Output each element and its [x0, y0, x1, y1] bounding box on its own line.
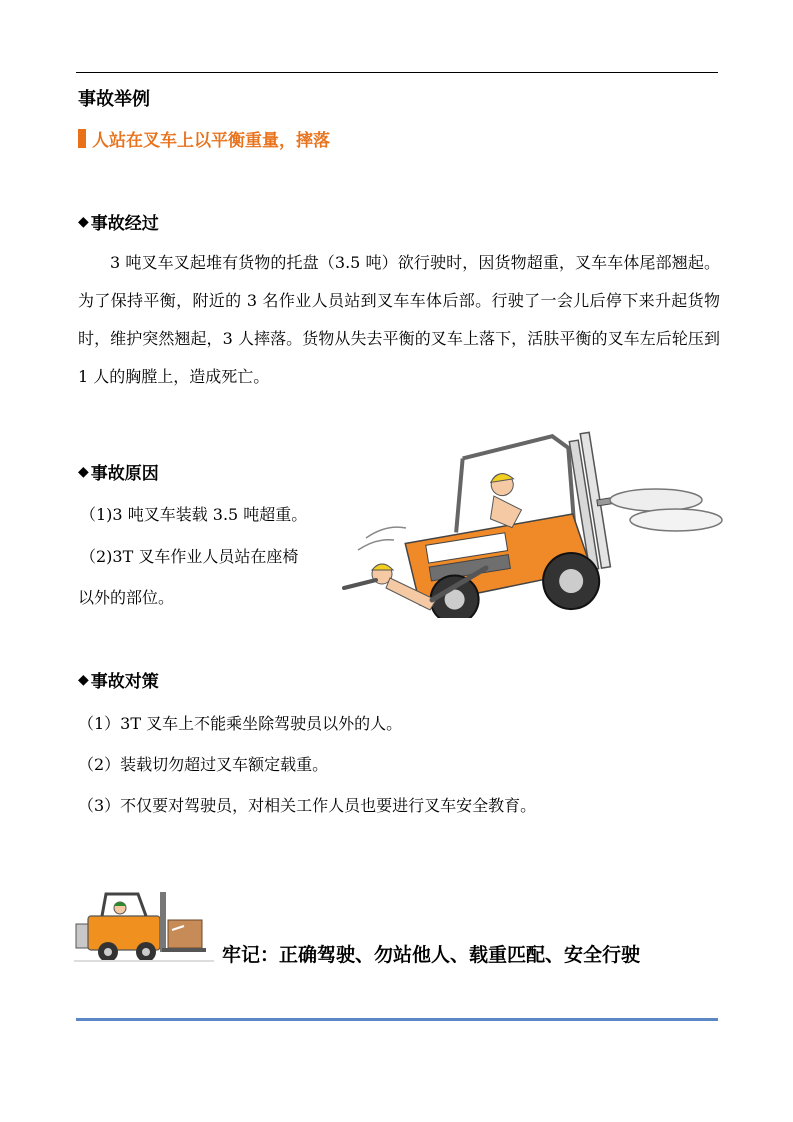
bottom-rule: [76, 1018, 718, 1021]
measure-item: （3）不仅要对驾驶员，对相关工作人员也要进行叉车安全教育。: [78, 796, 537, 815]
cause-heading: [78, 459, 159, 484]
measures-heading-text: 事故对策: [90, 672, 159, 692]
top-rule: [76, 72, 718, 73]
measure-item: （1）3T 叉车上不能乘坐除驾驶员以外的人。: [78, 714, 403, 733]
cause-item: （2)3T 叉车作业人员站在座椅: [80, 547, 299, 566]
forklift-tipping-illustration: [336, 428, 726, 618]
process-text: 3 吨叉车叉起堆有货物的托盘（3.5 吨）欲行驶时，因货物超重，叉车车体尾部翘起。为了保持平衡，附近的 3 名作业人员站到叉车车体后部。行驶了一会儿后停下来升起货物时，维护突然翘起，3 人摔落。货物从失去平衡的叉车上落下，活肤平衡的叉车左后轮压到 1 人的胸膛上，造成死亡。: [78, 253, 720, 386]
measures-heading: [78, 667, 159, 692]
diamond-icon: ◆: [78, 213, 89, 230]
forklift-icon: [74, 886, 214, 966]
measure-item: （2）装载切勿超过叉车额定载重。: [78, 755, 329, 774]
case-title-text: 人站在叉车上以平衡重量，摔落: [92, 131, 330, 151]
title-bar-marker: [78, 129, 86, 148]
case-title: [78, 126, 330, 151]
process-heading-text: 事故经过: [90, 214, 159, 234]
diamond-icon: ◆: [78, 671, 89, 688]
safety-slogan: 牢记：正确驾驶、勿站他人、载重匹配、安全行驶: [222, 944, 641, 966]
process-paragraph: [78, 244, 720, 396]
cause-item: 以外的部位。: [78, 588, 175, 607]
cause-item: （1)3 吨叉车装载 3.5 吨超重。: [80, 505, 308, 524]
diamond-icon: ◆: [78, 463, 89, 480]
section-label: 事故举例: [78, 89, 150, 110]
cause-heading-text: 事故原因: [90, 464, 159, 484]
process-heading: [78, 209, 159, 234]
